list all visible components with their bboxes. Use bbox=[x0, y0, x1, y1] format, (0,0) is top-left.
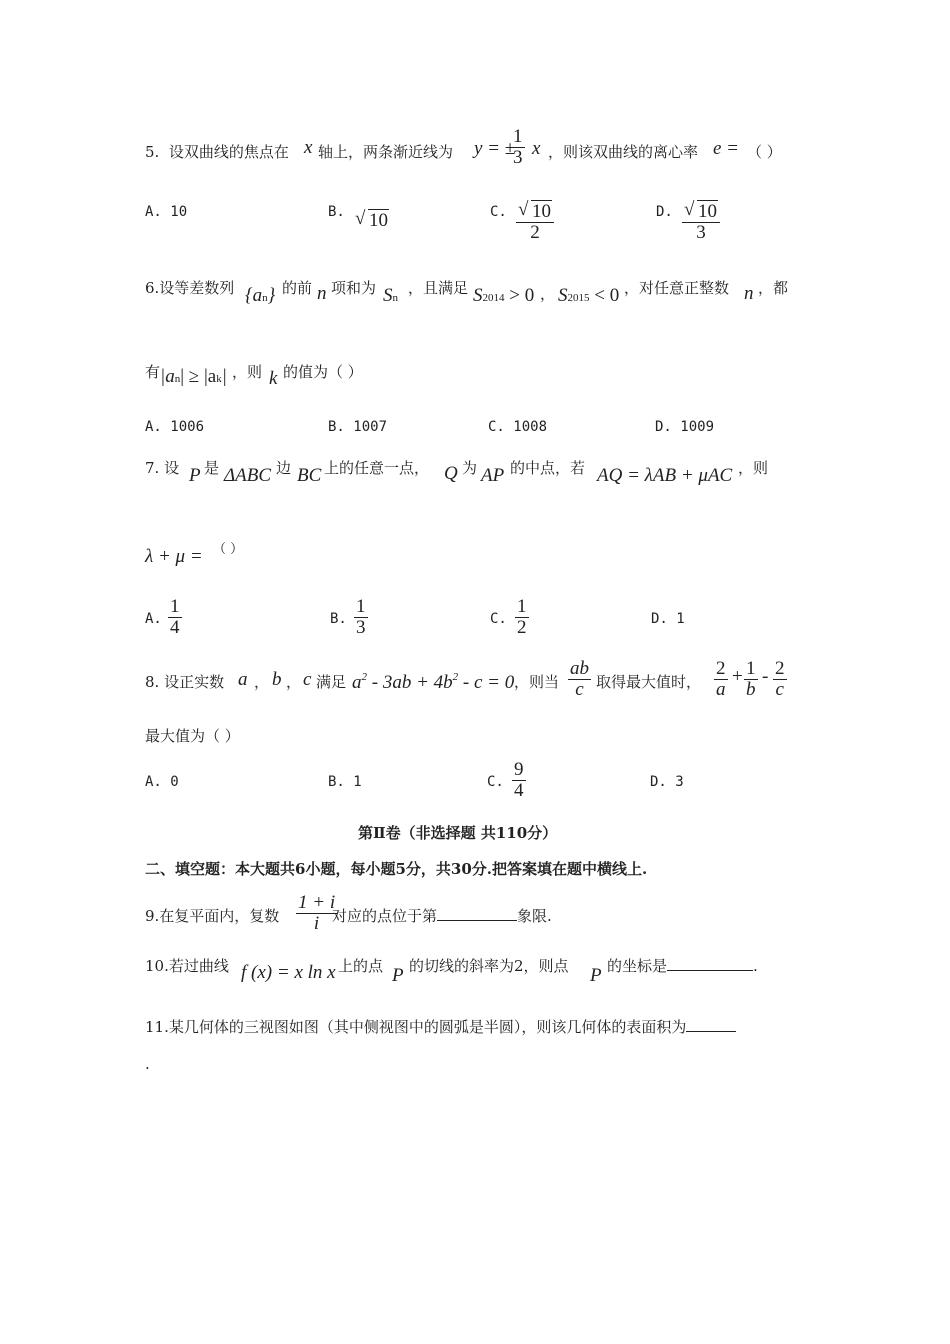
q11-answer-blank[interactable] bbox=[686, 1017, 736, 1032]
q6-text-3: 项和为 bbox=[331, 279, 377, 297]
q7-text-4: 上的任意一点， bbox=[324, 459, 430, 477]
q5-option-d-label: D. bbox=[656, 204, 673, 220]
q7-text-6: 的中点，若 bbox=[510, 459, 586, 477]
q9-fraction: $\frac{1 + i}{i}$ bbox=[298, 892, 336, 934]
q5-option-c-fraction: √ 10 2 bbox=[516, 202, 554, 243]
q8-line2: 最大值为（ ） bbox=[145, 727, 240, 745]
section-fill-in-blank: 二、填空题：本大题共6小题，每小题5分，共30分.把答案填在题中横线上. bbox=[145, 860, 648, 878]
q6-var-n: n bbox=[317, 283, 327, 304]
q7-triangle: ΔABC bbox=[224, 465, 272, 486]
q6-var-n2: n bbox=[744, 283, 754, 304]
q6-text-4: ，且满足 bbox=[408, 279, 469, 297]
q6-condition-2: S2015 < 0 bbox=[558, 285, 620, 306]
q6-option-c: C. 1008 bbox=[488, 419, 548, 435]
q5-lhs: y = ± bbox=[474, 138, 516, 159]
q6-text-2: 的前 bbox=[282, 279, 313, 297]
q8-option-a: A. 0 bbox=[145, 774, 179, 790]
q6-line2-text-1: 有 bbox=[145, 363, 161, 381]
q6-sum: Sn bbox=[383, 285, 398, 306]
q5-paren: （ ） bbox=[747, 143, 782, 161]
q6-option-a: A. 1006 bbox=[145, 419, 205, 435]
q8-text-1: 8. 设正实数 bbox=[145, 673, 225, 691]
q7-option-a-fraction: $\frac{1}{4}$ bbox=[170, 596, 180, 638]
q8-var-c: c bbox=[303, 669, 312, 690]
q8-expr-minus: - bbox=[762, 666, 769, 687]
q6-line2-text-2: ，则 bbox=[232, 363, 263, 381]
q5-var-x2: x bbox=[532, 138, 541, 159]
q10-text-4: 的坐标是 . bbox=[607, 957, 758, 975]
q10-text-3: 的切线的斜率为2，则点 bbox=[409, 957, 569, 975]
q9-text-1: 9.在复平面内，复数 bbox=[145, 907, 280, 925]
q7-ap: AP bbox=[481, 465, 505, 486]
q6-line2-text-3: 的值为（ ） bbox=[283, 363, 363, 381]
q7-text-5: 为 bbox=[462, 459, 478, 477]
q7-option-c-label: C. bbox=[490, 611, 507, 627]
q7-var-q: Q bbox=[444, 463, 458, 484]
q7-option-c-fraction: $\frac{1}{2}$ bbox=[517, 596, 527, 638]
q7-paren: （ ） bbox=[213, 542, 244, 557]
q10-answer-blank[interactable] bbox=[667, 956, 753, 971]
q7-text-3: 边 bbox=[276, 459, 292, 477]
q8-equation: $a^2 - 3ab + 4b^2 - c = 0$ bbox=[352, 671, 515, 693]
q11-text-2: . bbox=[145, 1055, 150, 1073]
q8-var-b: b bbox=[272, 669, 282, 690]
q7-text-2: 是 bbox=[204, 459, 220, 477]
q5-option-d-fraction: √ 10 3 bbox=[682, 202, 720, 243]
q5-text-2: 轴上，两条渐近线为 bbox=[318, 143, 454, 161]
q6-sequence: {an} bbox=[245, 285, 276, 306]
q6-text-5: ，对任意正整数 bbox=[624, 279, 730, 297]
q6-condition-1: S2014 > 0 bbox=[473, 285, 535, 306]
q8-sep-1: ， bbox=[254, 673, 270, 691]
q6-option-b: B. 1007 bbox=[328, 419, 388, 435]
q6-text-6: ，都 bbox=[758, 279, 789, 297]
q7-text-1: 7. 设 bbox=[145, 459, 180, 477]
q7-option-b-label: B. bbox=[330, 611, 347, 627]
q5-var-x: x bbox=[304, 137, 313, 158]
q9-answer-blank[interactable] bbox=[437, 906, 517, 921]
q6-option-d: D. 1009 bbox=[655, 419, 715, 435]
q8-text-3: ，则当 bbox=[514, 673, 560, 691]
q7-option-d: D. 1 bbox=[651, 611, 685, 627]
q5-option-b-value: √ 10 bbox=[355, 208, 388, 231]
q8-option-c-fraction: $\frac{9}{4}$ bbox=[514, 759, 524, 801]
q8-sep-2: ， bbox=[286, 673, 302, 691]
q10-text-1: 10.若过曲线 bbox=[145, 957, 229, 975]
q8-option-d: D. 3 bbox=[650, 774, 684, 790]
q5-option-a: A. 10 bbox=[145, 204, 188, 220]
q6-var-k: k bbox=[269, 368, 278, 389]
q7-var-p: P bbox=[189, 465, 201, 486]
q6-comma: ， bbox=[540, 285, 556, 303]
q7-option-a-label: A. bbox=[145, 611, 162, 627]
part-2-title: 第Ⅱ卷（非选择题 共110分） bbox=[358, 824, 558, 842]
q5-e: e = bbox=[713, 138, 740, 159]
q5-fraction: $\frac{1}{3}$ bbox=[513, 126, 523, 168]
q5-text-3: ，则该双曲线的离心率 bbox=[548, 143, 699, 161]
q11-text-1: 11.某几何体的三视图如图（其中侧视图中的圆弧是半圆），则该几何体的表面积为 bbox=[145, 1016, 736, 1037]
q8-option-c-label: C. bbox=[487, 774, 504, 790]
q5-option-c-label: C. bbox=[490, 204, 507, 220]
q8-text-2: 满足 bbox=[316, 673, 347, 691]
q5-option-b-label: B. bbox=[328, 204, 345, 220]
q10-var-p2: P bbox=[590, 965, 602, 986]
q7-vector-equation: AQ = λAB + μAC bbox=[597, 465, 733, 486]
q7-text-7: ，则 bbox=[738, 459, 769, 477]
q8-expr-term-3: $\frac{2}{c}$ bbox=[775, 658, 785, 700]
q8-var-a: a bbox=[238, 669, 248, 690]
q7-lambda-mu: λ + μ = bbox=[145, 546, 203, 567]
q5-text-1: 5. 设双曲线的焦点在 bbox=[145, 143, 289, 161]
q8-expr-term-2: $\frac{1}{b}$ bbox=[746, 658, 756, 700]
q8-option-b: B. 1 bbox=[328, 774, 362, 790]
q7-option-b-fraction: $\frac{1}{3}$ bbox=[356, 596, 366, 638]
q8-fraction-ab-c: $\frac{ab}{c}$ bbox=[570, 658, 589, 700]
q6-abs-inequality: |an| ≥ |ak| bbox=[160, 366, 227, 387]
q10-function: f (x) = x ln x bbox=[241, 962, 336, 983]
q8-expr-plus: + bbox=[732, 666, 743, 687]
q10-var-p: P bbox=[392, 965, 404, 986]
q9-text-2: 对应的点位于第 象限. bbox=[332, 907, 552, 925]
q8-text-4: 取得最大值时， bbox=[596, 673, 702, 691]
q8-expr-term-1: $\frac{2}{a}$ bbox=[716, 658, 726, 700]
q7-bc: BC bbox=[297, 465, 322, 486]
q10-text-2: 上的点 bbox=[338, 957, 384, 975]
q6-text-1: 6.设等差数列 bbox=[145, 279, 235, 297]
